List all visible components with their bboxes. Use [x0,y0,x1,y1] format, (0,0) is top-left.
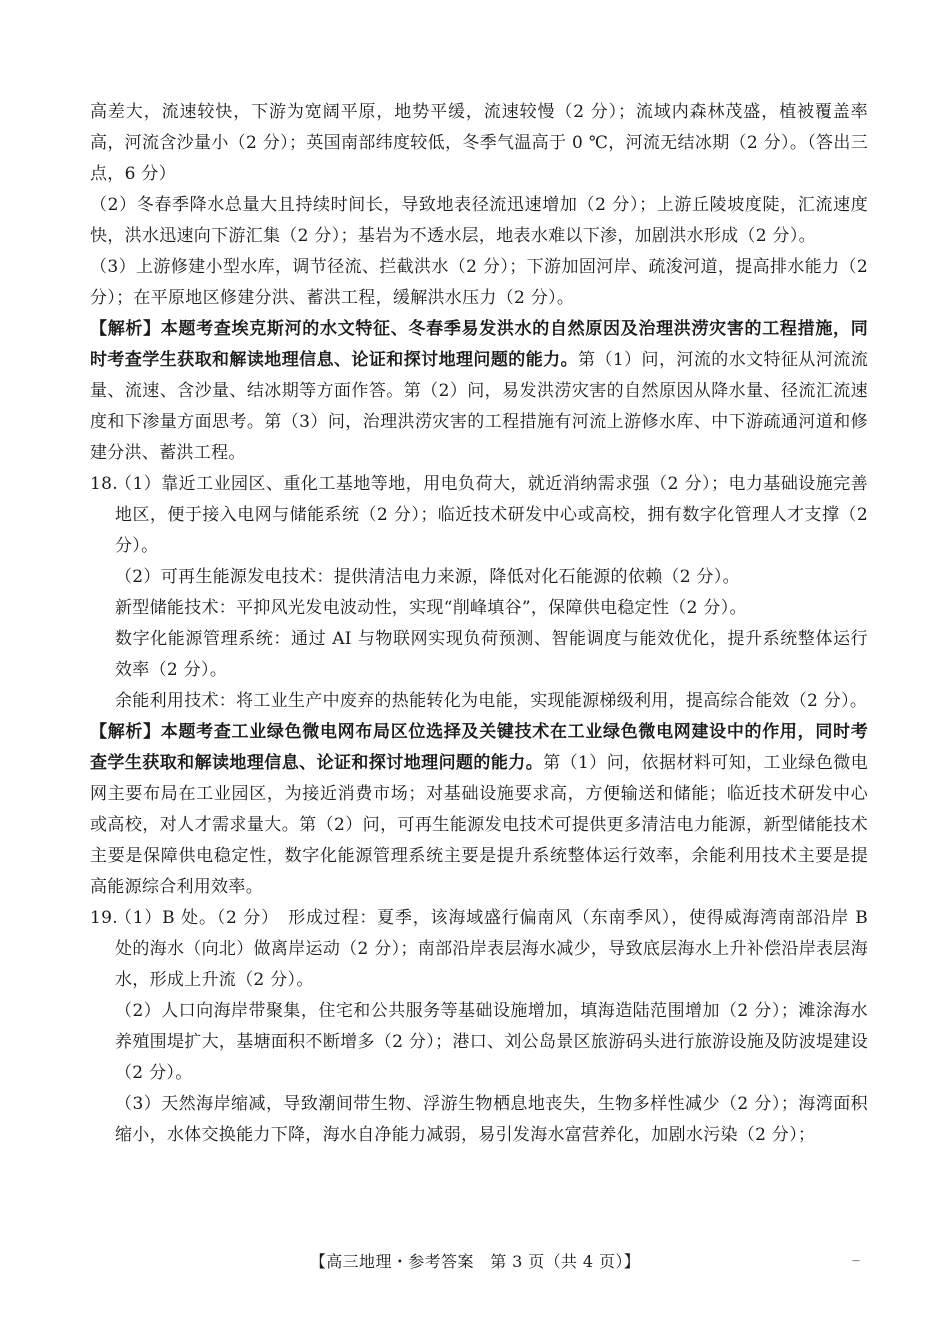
q19-part1: （1）B 处。（2 分） 形成过程：夏季，该海域盛行偏南风（东南季风），使得威海湾南部沿岸 B 处的海水（向北）做离岸运动（2 分）；南部沿岸表层海水减少，导致底层海水上升补偿沿岸表层海水，形成上升流（2 分）。 [115,908,868,990]
q18-part2-storage: 新型储能技术：平抑风光发电波动性，实现“削峰填谷”，保障供电稳定性（2 分）。 [115,598,747,618]
corner-mark: — [852,1256,860,1265]
question-18 [90,469,868,717]
q18-part2-digital: 数字化能源管理系统：通过 AI 与物联网实现负荷预测、智能调度与能效优化，提升系统整体运行效率（2 分）。 [115,629,868,680]
analysis-label: 【解析】 [90,319,161,339]
analysis-detail: 第（1）问，依据材料可知，工业绿色微电网主要布局在工业园区，为接近消费市场；对基础设施要求高，方便输送和储能；临近技术研发中心或高校，对人才需求量大。第（2）问，可再生能源发电技术可提供更多清洁电力能源，新型储能技术主要是保障供电稳定性，数字化能源管理系统主要是提升系统整体运行效率，余能利用技术主要是提高能源综合利用效率。 [90,753,868,897]
question-19 [90,903,868,1151]
q17-part2: （2）冬春季降水总量大且持续时间长，导致地表径流迅速增加（2 分）；上游丘陵坡度陡，汇流速度快，洪水迅速向下游汇集（2 分）；基岩为不透水层，地表水难以下渗，加剧洪水形成（2 分）。 [90,195,868,246]
q17-analysis [90,314,868,469]
question-18-body [115,469,868,717]
analysis-label: 【解析】 [90,722,161,742]
q17-part3: （3）上游修建小型水库，调节径流、拦截洪水（2 分）；下游加固河岸、疏浚河道，提高排水能力（2 分）；在平原地区修建分洪、蓄洪工程，缓解洪水压力（2 分）。 [90,257,868,308]
q18-part2-renewable: （2）可再生能源发电技术：提供清洁电力来源，降低对化石能源的依赖（2 分）。 [115,567,740,587]
analysis-summary: 本题考查埃克斯河的水文特征、冬春季易发洪水的自然原因及治理洪涝灾害的工程措施，同时考查学生获取和解读地理信息、论证和探讨地理问题的能力。 [90,319,868,370]
question-number: 18. [90,474,118,494]
q17-part1-continued: 高差大，流速较快，下游为宽阔平原，地势平缓，流速较慢（2 分）；流域内森林茂盛，植被覆盖率高，河流含沙量小（2 分）；英国南部纬度较低，冬季气温高于 0 ℃，河流无结冰期（2 分）。（答出三点，6 分） [90,102,868,184]
q18-part2-waste-energy: 余能利用技术：将工业生产中废弃的热能转化为电能，实现能源梯级利用，提高综合能效（2 分）。 [115,691,868,711]
analysis-summary: 本题考查工业绿色微电网布局区位选择及关键技术在工业绿色微电网建设中的作用，同时考查学生获取和解读地理信息、论证和探讨地理问题的能力。 [90,722,868,773]
q19-part3: （3）天然海岸缩减，导致潮间带生物、浮游生物栖息地丧失，生物多样性减少（2 分）；海湾面积缩小，水体交换能力下降，海水自净能力减弱，易引发海水富营养化，加剧水污染（2 分）； [115,1094,868,1145]
page-footer: 【高三地理・参考答案 第 3 页（共 4 页）】 [309,1252,641,1271]
q19-part2: （2）人口向海岸带聚集，住宅和公共服务等基础设施增加，填海造陆范围增加（2 分）；滩涂海水养殖围堤扩大，基塘面积不断增多（2 分）；港口、刘公岛景区旅游码头进行旅游设施及防波堤建设（2 分）。 [115,1001,868,1083]
question-19-body [115,903,868,1151]
q18-part1: （1）靠近工业园区、重化工基地等地，用电负荷大，就近消纳需求强（2 分）；电力基础设施完善地区，便于接入电网与储能系统（2 分）；临近技术研发中心或高校，拥有数字化管理人才支撑（2 分）。 [115,474,868,556]
q18-analysis [90,717,868,903]
analysis-detail: 第（1）问，河流的水文特征从河流流量、流速、含沙量、结冰期等方面作答。第（2）问，易发洪涝灾害的自然原因从降水量、径流汇流速度和下渗量方面思考。第（3）问，治理洪涝灾害的工程措施有河流上游修水库、中下游疏通河道和修建分洪、蓄洪工程。 [90,350,868,463]
question-number: 19. [90,908,118,928]
answer-content [90,97,868,1151]
